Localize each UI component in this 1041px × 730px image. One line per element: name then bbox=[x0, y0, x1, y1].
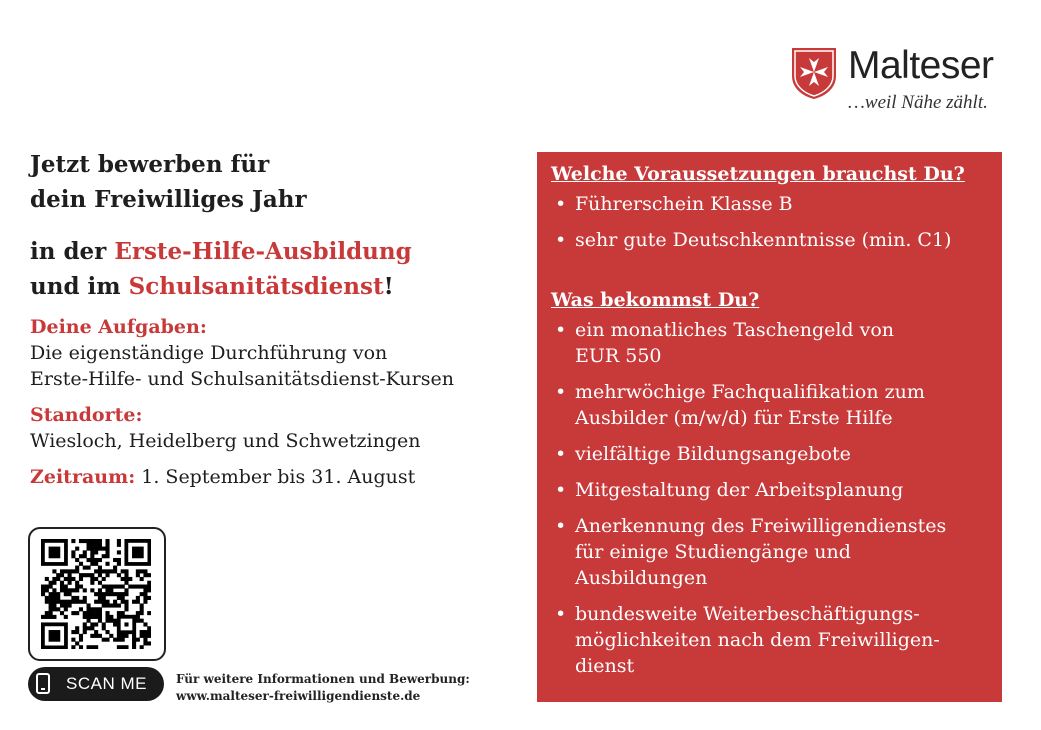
list-item bbox=[551, 477, 988, 503]
malteser-cross-shield-icon bbox=[790, 46, 838, 100]
list-item-line: Ausbilder (m/w/d) für Erste Hilfe bbox=[575, 407, 893, 429]
intro-column bbox=[30, 147, 510, 490]
benefits-list bbox=[551, 317, 988, 679]
scan-me-button[interactable] bbox=[28, 667, 164, 701]
qr-code-icon bbox=[41, 539, 151, 649]
brand-name: Malteser bbox=[848, 44, 994, 87]
list-item bbox=[551, 191, 988, 217]
list-item bbox=[551, 227, 988, 253]
headline-line-2: dein Freiwilliges Jahr bbox=[30, 186, 307, 213]
list-item-line: möglichkeiten nach dem Freiwilligen- bbox=[575, 629, 940, 651]
list-item bbox=[551, 441, 988, 467]
list-item-line: Führerschein Klasse B bbox=[575, 193, 793, 215]
headline-primary bbox=[30, 147, 510, 217]
aufgaben-line-2: Erste-Hilfe- und Schulsanitätsdienst-Kursen bbox=[30, 368, 454, 390]
standorte-text: Wiesloch, Heidelberg und Schwetzingen bbox=[30, 430, 421, 452]
standorte-section bbox=[30, 402, 510, 454]
zeitraum-label: Zeitraum: bbox=[30, 466, 136, 488]
headline-line-4-prefix: und im bbox=[30, 273, 129, 300]
list-item bbox=[551, 317, 988, 369]
more-info-line: Für weitere Informationen und Bewerbung: bbox=[176, 672, 470, 686]
list-item-line: Mitgestaltung der Arbeitsplanung bbox=[575, 479, 904, 501]
headline-line-4-suffix: ! bbox=[383, 273, 394, 300]
list-item-line: sehr gute Deutschkenntnisse (min. C1) bbox=[575, 229, 952, 251]
list-item bbox=[551, 601, 988, 679]
zeitraum-section bbox=[30, 464, 510, 490]
headline-highlight-schulsanitaetsdienst: Schulsanitätsdienst bbox=[128, 273, 384, 300]
qr-code-frame[interactable] bbox=[28, 527, 166, 661]
list-item-line: dienst bbox=[575, 655, 635, 677]
list-item-line: EUR 550 bbox=[575, 345, 662, 367]
benefits-heading: Was bekommst Du? bbox=[551, 289, 760, 311]
list-item-line: vielfältige Bildungsangebote bbox=[575, 443, 851, 465]
standorte-label: Standorte: bbox=[30, 404, 143, 426]
list-item-line: Anerkennung des Freiwilligendienstes bbox=[575, 515, 947, 537]
zeitraum-text: 1. September bis 31. August bbox=[135, 466, 416, 488]
headline-highlight-ausbildung: Erste-Hilfe-Ausbildung bbox=[114, 238, 412, 265]
list-item-line: mehrwöchige Fachqualifikation zum bbox=[575, 381, 925, 403]
scan-me-label: SCAN ME bbox=[66, 674, 147, 693]
headline-line-3-prefix: in der bbox=[30, 238, 115, 265]
list-item-line: ein monatliches Taschengeld von bbox=[575, 319, 895, 341]
list-item-line: für einige Studiengänge und Ausbildungen bbox=[575, 541, 851, 589]
phone-icon bbox=[36, 673, 50, 694]
list-item-line: bundesweite Weiterbeschäftigungs- bbox=[575, 603, 920, 625]
aufgaben-section bbox=[30, 314, 510, 392]
more-info-text bbox=[176, 671, 506, 705]
requirements-list bbox=[551, 191, 988, 253]
aufgaben-label: Deine Aufgaben: bbox=[30, 316, 207, 338]
requirements-heading: Welche Voraussetzungen brauchst Du? bbox=[551, 163, 965, 185]
headline-line-1: Jetzt bewerben für bbox=[30, 151, 270, 178]
brand-slogan: …weil Nähe zählt. bbox=[848, 92, 988, 113]
headline-secondary bbox=[30, 234, 510, 304]
requirements-panel bbox=[537, 152, 1002, 702]
list-item bbox=[551, 513, 988, 591]
aufgaben-line-1: Die eigenständige Durchführung von bbox=[30, 342, 388, 364]
website-link[interactable]: www.malteser-freiwilligendienste.de bbox=[176, 689, 421, 703]
list-item bbox=[551, 379, 988, 431]
malteser-logo bbox=[790, 44, 1020, 116]
